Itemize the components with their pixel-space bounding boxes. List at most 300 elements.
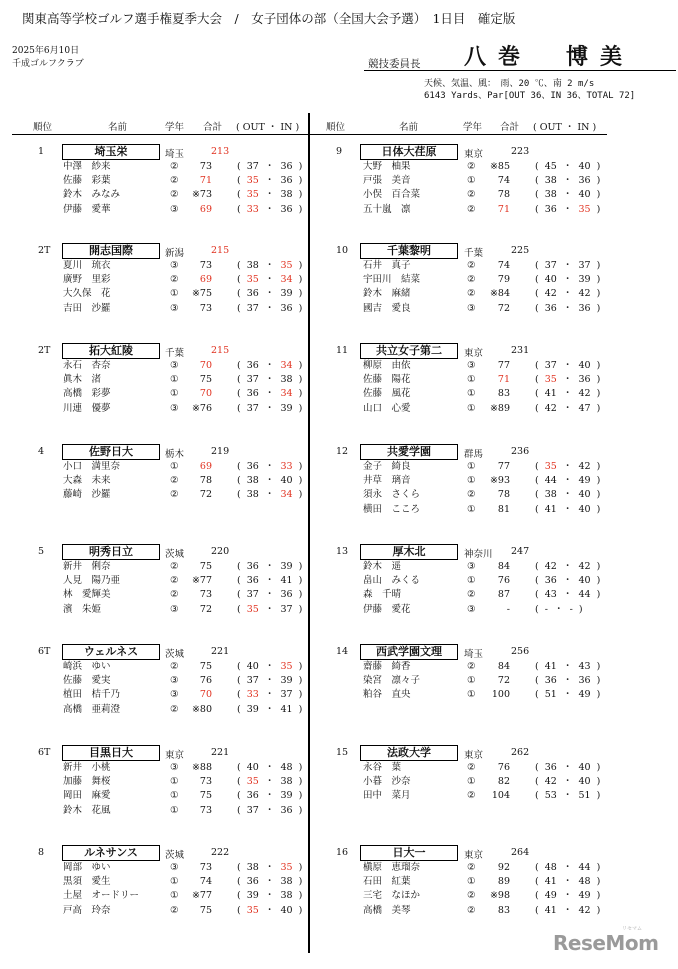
split-sep: ・: [258, 274, 281, 286]
split-out: 35: [544, 461, 557, 472]
split-close: ): [590, 360, 601, 371]
player-split: [535, 287, 600, 301]
player-grade: ①: [170, 288, 179, 300]
team-name: 佐野日大: [62, 444, 160, 460]
player-name: 鈴木 みなみ: [63, 189, 121, 201]
split-close: ): [590, 876, 601, 888]
split-open: (: [237, 189, 247, 201]
split-open: (: [535, 762, 545, 773]
team-prefecture: 東京: [464, 750, 484, 761]
split-out: 38: [246, 260, 259, 271]
player-name: 藤崎 沙羅: [63, 489, 111, 501]
split-sep: ・: [258, 890, 281, 902]
split-close: ): [590, 790, 601, 802]
player-grade: ②: [467, 203, 476, 215]
split-close: ): [292, 661, 303, 672]
split-open: (: [237, 461, 247, 472]
split-in: 39: [578, 274, 591, 286]
split-in: 33: [280, 461, 293, 472]
team-rank: 1: [38, 146, 45, 157]
split-open: (: [535, 260, 545, 271]
player-grade: ③: [170, 260, 179, 271]
player-split: [237, 273, 302, 287]
team-total: 225: [511, 245, 530, 256]
split-out: 37: [246, 589, 259, 601]
player-grade: ②: [467, 862, 476, 873]
split-in: 41: [280, 575, 293, 587]
player-score: 92: [497, 862, 510, 873]
player-split: [535, 188, 600, 202]
team-name: 法政大学: [360, 745, 458, 761]
split-open: (: [237, 689, 247, 701]
player-name: 土屋 オードリー: [63, 890, 140, 902]
team-rank: 8: [38, 847, 45, 858]
player-split: [535, 402, 600, 416]
player-split: [535, 160, 600, 174]
split-in: 42: [578, 388, 591, 400]
player-score: 75: [199, 904, 212, 916]
player-score: 75: [199, 374, 212, 386]
player-name: 森 千晴: [363, 589, 402, 601]
player-grade: ②: [170, 904, 179, 916]
split-open: (: [535, 675, 545, 687]
split-sep: ・: [258, 489, 281, 501]
player-split: [535, 904, 600, 918]
player-score: -: [506, 603, 510, 615]
team-total: 219: [211, 446, 230, 457]
player-score: 87: [497, 589, 510, 601]
player-name: 林 愛輝美: [63, 589, 111, 601]
player-score: ※98: [489, 890, 510, 902]
split-close: ): [292, 161, 303, 172]
split-out: 38: [246, 475, 259, 487]
split-open: (: [535, 890, 545, 902]
split-close: ): [590, 776, 601, 788]
player-name: 國吉 愛良: [363, 302, 411, 314]
player-split: [535, 588, 600, 602]
player-name: 小暮 沙奈: [363, 776, 411, 788]
team-prefecture: 栃木: [165, 449, 185, 460]
player-grade: ①: [467, 402, 476, 414]
team-rank: 4: [38, 446, 45, 457]
split-in: 38: [280, 776, 293, 788]
player-grade: ②: [170, 175, 179, 187]
team-name: 日大一: [360, 845, 458, 861]
split-sep: ・: [556, 360, 579, 371]
split-in: 39: [280, 790, 293, 802]
split-in: 34: [280, 489, 293, 501]
split-sep: ・: [556, 260, 579, 271]
player-score: ※75: [191, 288, 212, 300]
split-open: (: [237, 288, 247, 300]
team-prefecture: 茨城: [165, 850, 185, 861]
split-out: 41: [544, 876, 557, 888]
course-info: 6143 Yards、Par[OUT 36、IN 36、TOTAL 72]: [424, 91, 636, 101]
player-name: 新井 俐奈: [63, 561, 111, 572]
split-sep: ・: [556, 189, 579, 201]
player-name: 鈴木 麻緒: [363, 288, 411, 300]
split-in: 40: [578, 503, 591, 515]
split-out: 41: [544, 388, 557, 400]
split-in: 34: [280, 274, 293, 286]
player-split: [237, 889, 302, 903]
player-score: ※93: [489, 475, 510, 487]
header-total-right: 合計: [500, 122, 520, 133]
split-close: ): [292, 890, 303, 902]
team-rank: 2T: [38, 345, 51, 356]
split-close: ): [292, 475, 303, 487]
player-split: [237, 488, 302, 502]
player-grade: ③: [170, 402, 179, 414]
split-open: (: [535, 374, 545, 386]
split-in: 40: [578, 776, 591, 788]
team-total: 264: [511, 847, 530, 858]
player-score: 73: [199, 776, 212, 788]
split-sep: ・: [556, 689, 579, 701]
split-close: ): [590, 575, 601, 587]
split-open: (: [535, 288, 545, 300]
player-name: 鈴木 遥: [363, 561, 402, 572]
split-open: (: [535, 776, 545, 788]
player-score: 69: [199, 203, 212, 215]
player-grade: ②: [467, 274, 476, 286]
team-total: 223: [511, 146, 530, 157]
split-sep: ・: [556, 776, 579, 788]
player-grade: ①: [467, 461, 476, 472]
team-prefecture: 千葉: [464, 248, 484, 259]
team-total: 231: [511, 345, 530, 356]
split-out: 37: [246, 374, 259, 386]
split-in: 49: [578, 890, 591, 902]
player-split: [535, 488, 600, 502]
split-close: ): [292, 302, 303, 314]
split-close: ): [590, 689, 601, 701]
player-split: [237, 875, 302, 889]
player-grade: ③: [170, 203, 179, 215]
player-grade: ②: [467, 288, 476, 300]
split-out: 36: [544, 302, 557, 314]
player-name: 宇田川 結菜: [363, 274, 421, 286]
split-out: 36: [246, 388, 259, 400]
player-split: [535, 875, 600, 889]
team-name: ルネサンス: [62, 845, 160, 861]
split-open: (: [535, 904, 545, 916]
split-open: (: [237, 203, 247, 215]
split-close: ): [590, 260, 601, 271]
split-sep: ・: [258, 402, 281, 414]
split-open: (: [535, 189, 545, 201]
split-in: 36: [280, 175, 293, 187]
split-open: (: [535, 161, 545, 172]
split-sep: ・: [556, 762, 579, 773]
split-open: (: [237, 703, 247, 715]
player-name: 石田 紅葉: [363, 876, 411, 888]
player-name: 中澤 紗来: [63, 161, 111, 172]
team-prefecture: 茨城: [165, 649, 185, 660]
player-name: 柳原 由依: [363, 360, 411, 371]
player-name: 石井 真子: [363, 260, 411, 271]
split-open: (: [535, 575, 545, 587]
split-open: (: [535, 589, 545, 601]
split-close: ): [590, 302, 601, 314]
player-score: 77: [497, 461, 510, 472]
player-score: 74: [199, 876, 212, 888]
player-score: 71: [497, 203, 510, 215]
split-sep: ・: [556, 288, 579, 300]
player-split: [535, 203, 600, 217]
player-score: 83: [497, 904, 510, 916]
split-sep: ・: [258, 189, 281, 201]
player-score: 70: [199, 689, 212, 701]
split-in: 43: [578, 661, 591, 672]
split-in: 44: [578, 589, 591, 601]
split-close: ): [590, 661, 601, 672]
split-open: (: [535, 790, 545, 802]
player-grade: ①: [467, 388, 476, 400]
team-name: 共愛学園: [360, 444, 458, 460]
player-split: [237, 761, 302, 775]
split-close: ): [292, 561, 303, 572]
split-sep: ・: [258, 374, 281, 386]
split-close: ): [292, 804, 303, 816]
split-close: ): [292, 175, 303, 187]
player-name: 金子 綺良: [363, 461, 411, 472]
team-total: 247: [511, 546, 530, 557]
header-name-left: 名前: [108, 122, 128, 133]
split-close: ): [292, 776, 303, 788]
player-name: 鈴木 花風: [63, 804, 111, 816]
player-score: 73: [199, 260, 212, 271]
player-grade: ③: [467, 603, 476, 615]
player-split: [535, 688, 600, 702]
player-score: 71: [199, 175, 212, 187]
team-total: 236: [511, 446, 530, 457]
player-split: [535, 761, 600, 775]
player-split: [535, 603, 583, 617]
player-grade: ①: [170, 461, 179, 472]
split-out: 40: [544, 274, 557, 286]
split-open: (: [237, 790, 247, 802]
team-total: 221: [211, 747, 230, 758]
split-close: ): [292, 762, 303, 773]
header-total-left: 合計: [203, 122, 223, 133]
split-in: 40: [578, 762, 591, 773]
split-in: 38: [280, 189, 293, 201]
venue: 千成ゴルフクラブ: [12, 59, 84, 69]
split-in: 51: [578, 790, 591, 802]
split-in: 37: [280, 689, 293, 701]
split-in: 36: [280, 589, 293, 601]
split-sep: ・: [556, 161, 579, 172]
split-close: ): [292, 260, 303, 271]
split-out: 42: [544, 561, 557, 572]
player-split: [237, 387, 302, 401]
split-open: (: [237, 274, 247, 286]
player-score: 78: [497, 489, 510, 501]
player-score: 84: [497, 661, 510, 672]
split-open: (: [535, 862, 545, 873]
split-close: ): [572, 603, 583, 615]
player-grade: ①: [170, 776, 179, 788]
split-in: 36: [280, 161, 293, 172]
split-close: ): [590, 675, 601, 687]
team-name: 開志国際: [62, 243, 160, 259]
player-split: [237, 174, 302, 188]
split-close: ): [292, 189, 303, 201]
player-score: ※84: [489, 288, 510, 300]
player-name: 井草 璃音: [363, 475, 411, 487]
split-in: 40: [280, 475, 293, 487]
split-close: ): [292, 360, 303, 371]
player-name: 五十嵐 凛: [363, 203, 411, 215]
player-score: ※89: [489, 402, 510, 414]
player-grade: ①: [467, 503, 476, 515]
split-close: ): [590, 503, 601, 515]
player-grade: ③: [170, 302, 179, 314]
split-open: (: [237, 762, 247, 773]
split-sep: ・: [556, 374, 579, 386]
player-name: 佐藤 彩葉: [63, 175, 111, 187]
split-close: ): [590, 561, 601, 572]
split-in: 40: [578, 575, 591, 587]
split-in: 38: [280, 374, 293, 386]
split-open: (: [535, 388, 545, 400]
split-open: (: [535, 302, 545, 314]
player-split: [237, 674, 302, 688]
player-score: 73: [199, 589, 212, 601]
split-sep: ・: [258, 804, 281, 816]
split-in: 40: [578, 489, 591, 501]
split-in: 40: [578, 360, 591, 371]
split-open: (: [237, 175, 247, 187]
player-score: 72: [497, 302, 510, 314]
page-title: 関東高等学校ゴルフ選手権夏季大会 / 女子団体の部（全国大会予選） 1日目 確定版: [22, 11, 516, 26]
split-sep: ・: [556, 661, 579, 672]
split-sep: ・: [556, 503, 579, 515]
player-grade: ②: [170, 589, 179, 601]
player-grade: ①: [467, 776, 476, 788]
player-score: 83: [497, 388, 510, 400]
team-total: 220: [211, 546, 230, 557]
team-rank: 10: [336, 245, 349, 256]
split-close: ): [590, 762, 601, 773]
split-out: 33: [246, 203, 259, 215]
team-name: 日体大荏原: [360, 144, 458, 160]
split-close: ): [590, 402, 601, 414]
split-open: (: [535, 175, 545, 187]
player-score: 71: [497, 374, 510, 386]
player-grade: ③: [467, 360, 476, 371]
split-in: 44: [578, 862, 591, 873]
split-in: 49: [578, 689, 591, 701]
split-open: (: [237, 374, 247, 386]
team-rank: 6T: [38, 646, 51, 657]
team-prefecture: 茨城: [165, 549, 185, 560]
header-grade-right: 学年: [463, 122, 483, 133]
player-score: 76: [497, 762, 510, 773]
split-in: 34: [280, 388, 293, 400]
split-open: (: [535, 475, 545, 487]
split-close: ): [292, 388, 303, 400]
split-open: (: [237, 589, 247, 601]
player-name: 濱 朱姫: [63, 603, 102, 615]
player-score: ※76: [191, 402, 212, 414]
split-out: 35: [246, 904, 259, 916]
split-open: (: [535, 402, 545, 414]
split-in: 35: [578, 203, 591, 215]
split-sep: ・: [258, 461, 281, 472]
split-open: (: [237, 161, 247, 172]
header-grade-left: 学年: [165, 122, 185, 133]
split-out: 44: [544, 475, 557, 487]
team-rank: 13: [336, 546, 349, 557]
player-score: 72: [497, 675, 510, 687]
player-score: 73: [199, 302, 212, 314]
team-name: 共立女子第二: [360, 343, 458, 359]
split-sep: ・: [547, 603, 570, 615]
event-date: 2025年6月10日: [12, 46, 80, 56]
player-grade: ①: [170, 890, 179, 902]
team-name: 厚木北: [360, 544, 458, 560]
split-out: 39: [246, 703, 259, 715]
player-name: 佐藤 風花: [363, 388, 411, 400]
player-grade: ①: [467, 175, 476, 187]
player-grade: ②: [170, 575, 179, 587]
team-total: 215: [211, 245, 230, 256]
split-sep: ・: [258, 603, 281, 615]
split-out: 40: [246, 762, 259, 773]
player-name: 槇原 恵瑠奈: [363, 862, 421, 873]
split-out: 36: [246, 575, 259, 587]
split-in: 35: [280, 862, 293, 873]
player-name: 吉田 沙羅: [63, 302, 111, 314]
split-sep: ・: [258, 475, 281, 487]
player-grade: ①: [170, 876, 179, 888]
player-name: 横田 こころ: [363, 503, 421, 515]
team-rank: 2T: [38, 245, 51, 256]
player-name: 新井 小桃: [63, 762, 111, 773]
split-in: 35: [280, 260, 293, 271]
split-out: 38: [544, 489, 557, 501]
player-score: 78: [497, 189, 510, 201]
split-out: 33: [246, 689, 259, 701]
split-sep: ・: [258, 904, 281, 916]
player-score: 81: [497, 503, 510, 515]
split-close: ): [292, 288, 303, 300]
team-rank: 14: [336, 646, 349, 657]
header-rank-right: 順位: [326, 122, 346, 133]
split-out: 36: [544, 762, 557, 773]
chair-underline: [364, 70, 676, 71]
split-out: 37: [544, 360, 557, 371]
split-close: ): [292, 374, 303, 386]
player-grade: ②: [467, 890, 476, 902]
split-out: 53: [544, 790, 557, 802]
split-out: 38: [544, 189, 557, 201]
split-sep: ・: [258, 260, 281, 271]
split-in: 36: [280, 302, 293, 314]
player-score: ※88: [191, 762, 212, 773]
player-split: [237, 560, 302, 574]
player-grade: ②: [170, 661, 179, 672]
split-out: 35: [246, 776, 259, 788]
player-name: 田中 菜月: [363, 790, 411, 802]
player-grade: ①: [467, 876, 476, 888]
split-sep: ・: [258, 862, 281, 873]
split-in: 36: [280, 804, 293, 816]
player-grade: ②: [467, 589, 476, 601]
split-sep: ・: [258, 776, 281, 788]
